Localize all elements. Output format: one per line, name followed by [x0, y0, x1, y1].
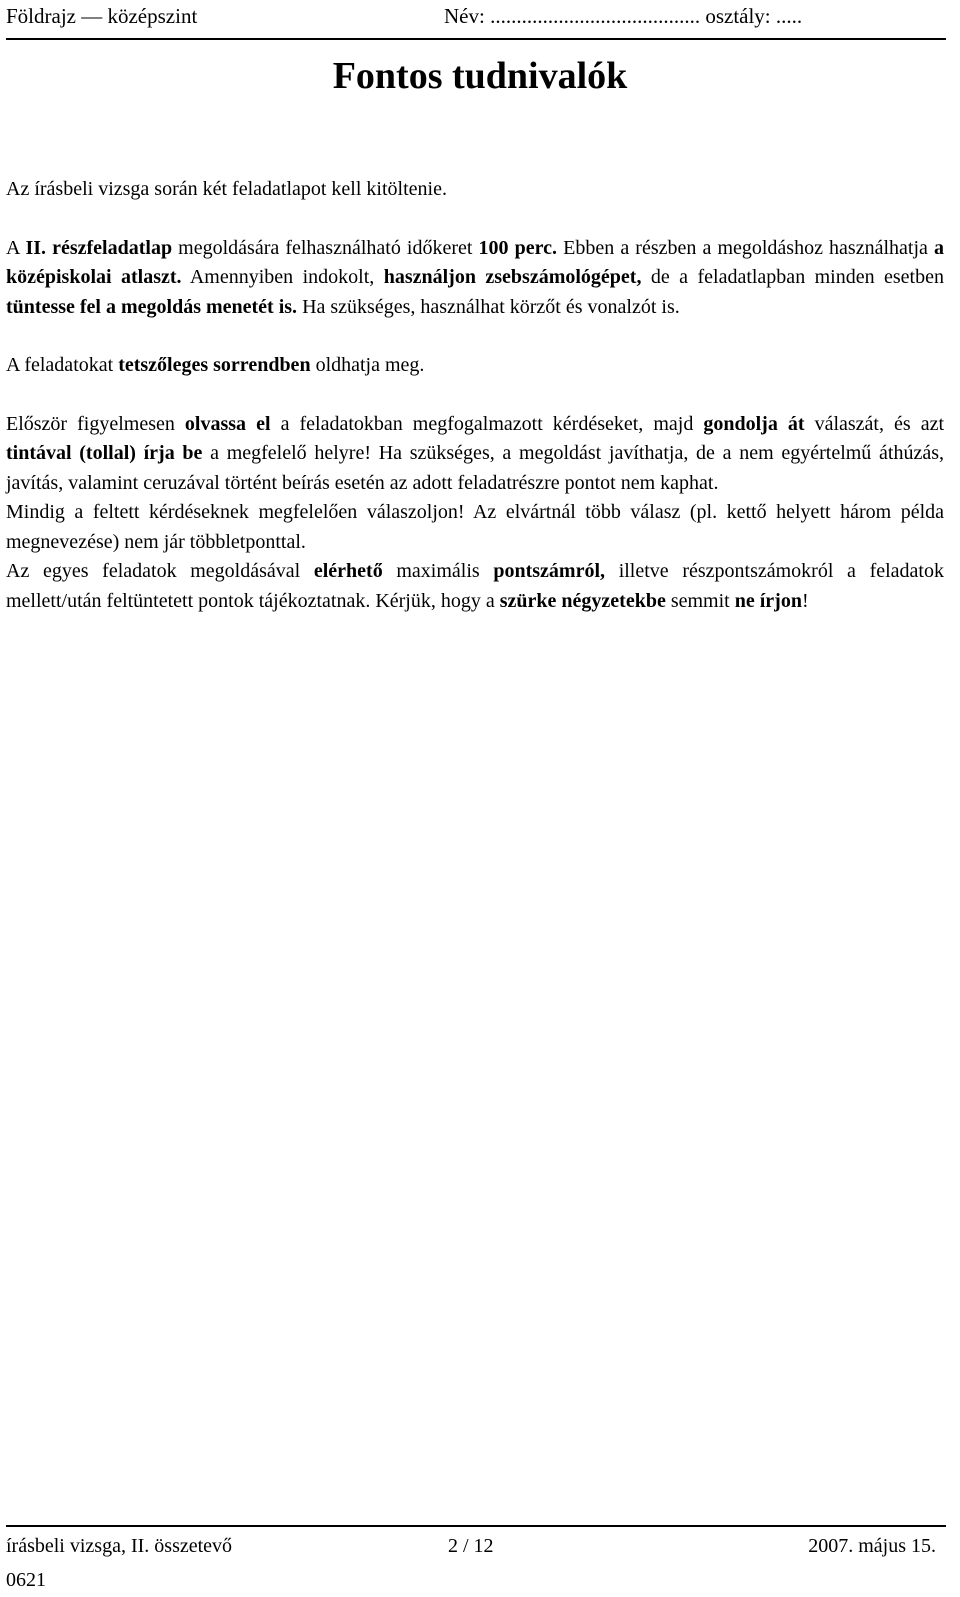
bold-text: használjon zsebszámológépet,	[383, 266, 642, 288]
bold-text: pontszámról,	[493, 560, 606, 582]
bold-text: gondolja át	[703, 412, 805, 435]
text-span: A feladatokat	[6, 354, 119, 376]
bold-text: 100 perc.	[478, 236, 558, 259]
text-span: Ha szükséges, használhat körzőt és vonalzót is.	[297, 295, 680, 318]
exam-date: 2007. május 15.	[808, 1535, 936, 1557]
bold-text: ne írjon	[734, 589, 802, 612]
paragraph-answer-questions: Mindig a feltett kérdéseknek megfelelően válaszoljon! Az elvártnál több válasz (pl. kettő helyett három példa megnevezése) nem jár többletponttal.	[6, 501, 944, 553]
text-span: semmit	[665, 589, 735, 612]
paragraph-two-sheets: Az írásbeli vizsga során két feladatlapot kell kitöltenie.	[6, 178, 447, 200]
paragraph-read-carefully	[6, 410, 944, 499]
bold-text: tintával (tollal) írja be	[6, 442, 203, 464]
bold-text: elérhető	[313, 560, 383, 582]
text-span: Az egyes feladatok megoldásával	[6, 560, 314, 582]
bold-text: a középiskolai atlaszt.	[6, 236, 944, 288]
text-span: a feladatokban megfogalmazott kérdéseket, majd	[270, 412, 704, 435]
page-footer	[6, 1525, 946, 1591]
bold-text: olvassa el	[184, 412, 271, 435]
text-span: !	[801, 589, 809, 612]
text-span: Amennyiben indokolt,	[181, 266, 384, 288]
paragraph-points	[6, 557, 944, 616]
instructions-body	[6, 175, 944, 616]
page-number: 2 / 12	[448, 1535, 494, 1557]
text-span: de a feladatlapban minden esetben	[641, 266, 944, 288]
text-span: oldhatja meg.	[310, 354, 425, 376]
subject-label: Földrajz — középszint	[6, 4, 198, 28]
text-span: válaszát, és azt	[804, 412, 945, 435]
text-span: a megfelelő helyre! Ha szükséges, a megoldást javíthatja, de a nem egyértelmű áthúzás, javítás, valamint ceruzával történt beírás esetén az adott feladatrészre pontot nem kaphat.	[6, 442, 944, 494]
text-span: illetve részpontszámokról a feladatok mellett/után feltüntetett pontok tájékoztatnak. Kérjük, hogy a	[6, 560, 944, 612]
page-header	[6, 0, 946, 40]
page-title: Fontos tudnivalók	[332, 55, 628, 97]
text-span: A	[6, 236, 26, 259]
exam-type-label: írásbeli vizsga, II. összetevő	[6, 1535, 233, 1557]
exam-code: 0621	[6, 1569, 46, 1591]
text-span: megoldására felhasználható időkeret	[172, 236, 479, 259]
bold-text: tetszőleges sorrendben	[118, 354, 311, 376]
bold-text: II. részfeladatlap	[25, 236, 173, 259]
bold-text: szürke négyzetekbe	[499, 589, 666, 612]
bold-text: tüntesse fel a megoldás menetét is.	[6, 295, 298, 318]
paragraph-time-limit	[6, 234, 944, 323]
text-span: maximális	[382, 560, 494, 582]
paragraph-order	[6, 351, 944, 381]
text-span: Ebben a részben a megoldáshoz használhatja	[557, 236, 934, 259]
name-class-field: Név: ........................................ osztály: .....	[444, 4, 803, 28]
text-span: Először figyelmesen	[6, 412, 185, 435]
